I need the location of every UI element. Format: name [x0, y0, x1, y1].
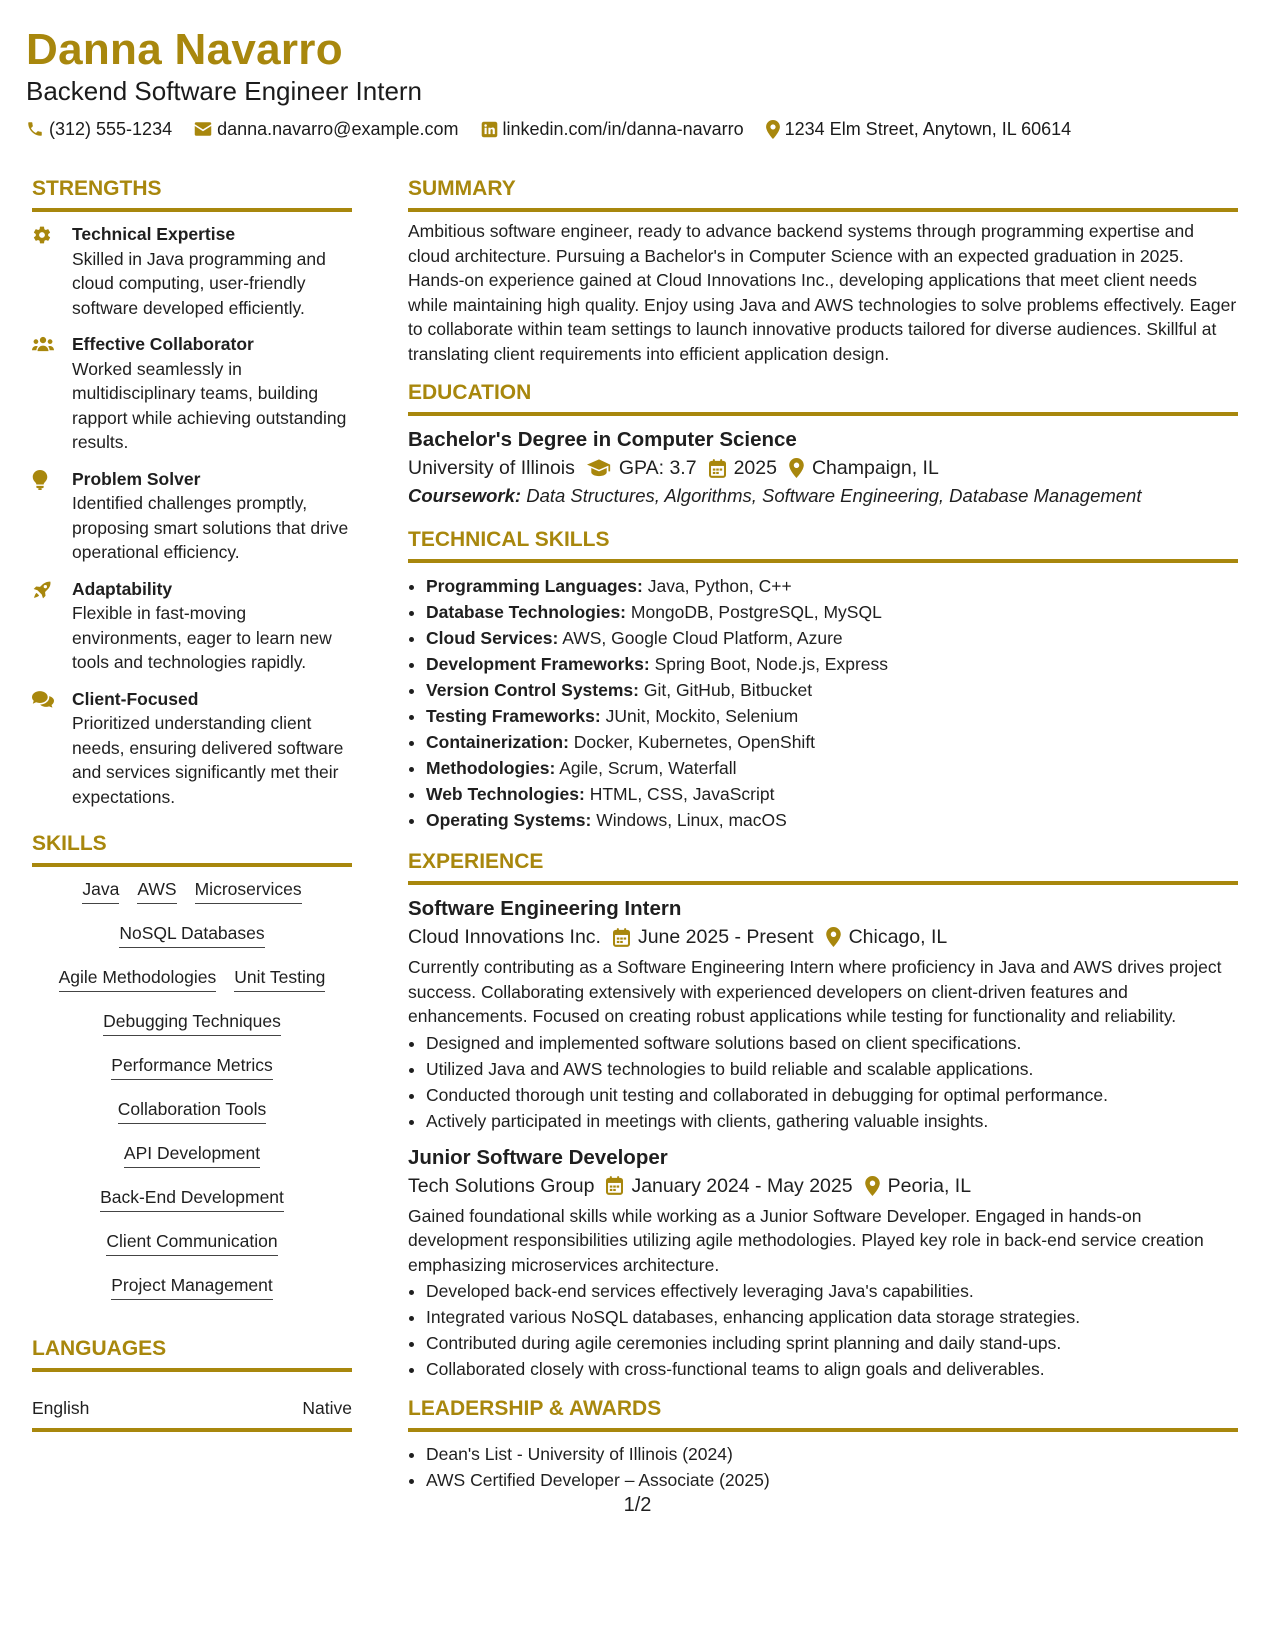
skill-label: Programming Languages: [426, 576, 643, 596]
strengths-section [32, 176, 352, 809]
contact-bar [26, 118, 1246, 140]
phone-text: (312) 555-1234 [49, 119, 173, 139]
users-icon [32, 335, 54, 353]
list-item [426, 807, 1238, 833]
leadership-heading: LEADERSHIP & AWARDS [408, 1396, 1238, 1432]
contact-linkedin[interactable] [481, 118, 744, 140]
coursework-line [408, 482, 1238, 510]
skill-tag: AWS [137, 877, 176, 904]
email-text: danna.navarro@example.com [217, 119, 459, 139]
job-location [865, 1172, 971, 1200]
skill-label: Development Frameworks: [426, 654, 650, 674]
skill-tag: Collaboration Tools [118, 1097, 267, 1124]
job-dates [613, 923, 814, 951]
job-bullets [408, 1278, 1238, 1382]
phone-icon [26, 120, 44, 138]
strength-text: Worked seamlessly in multidisciplinary teams, building rapport while achieving outstanding results. [72, 358, 347, 452]
list-item: • Contributed during agile ceremonies including sprint planning and daily stand-ups. [426, 1330, 1238, 1356]
list-item: • Collaborated closely with cross-functional teams to align goals and deliverables. [426, 1356, 1238, 1382]
envelope-icon [194, 121, 212, 137]
skill-value: Agile, Scrum, Waterfall [559, 758, 737, 778]
list-item [426, 599, 1238, 625]
left-column [32, 176, 352, 1432]
strength-text: Prioritized understanding client needs, ensuring delivered software and services significantly met their expectations. [72, 713, 344, 807]
strength-text: Skilled in Java programming and cloud computing, user-friendly software developed efficiently. [72, 248, 326, 318]
skill-label: Operating Systems: [426, 810, 592, 830]
strength-item [32, 577, 352, 675]
location-pin-icon [766, 120, 780, 139]
skill-row [32, 1097, 352, 1124]
skill-tag: Client Communication [106, 1229, 277, 1256]
right-column [408, 176, 1238, 1493]
skill-value: AWS, Google Cloud Platform, Azure [562, 628, 843, 648]
job-dates [606, 1172, 852, 1200]
year-text: 2025 [733, 457, 777, 479]
skill-row [32, 1229, 352, 1256]
coursework-label: Coursework: [408, 485, 522, 506]
skill-row [32, 877, 352, 904]
graduation-year [709, 454, 777, 482]
contact-phone[interactable] [26, 118, 172, 140]
skill-tag: Unit Testing [234, 965, 325, 992]
summary-text: Ambitious software engineer, ready to advance backend systems through programming expertise and cloud architecture. Pursuing a Bachelor's in Computer Science with an expected graduation in 2025. Hands-on experience gained at Cloud Innovations Inc., developing applications that meet client needs while maintaining high quality. Enjoy using Java and AWS technologies to solve problems effectively. Eager to collaborate within team settings to launch innovative products tailored for diverse audiences. Skillful at translating client requirements into efficient application design. [408, 221, 1237, 364]
list-item [426, 677, 1238, 703]
job-bullets [408, 1030, 1238, 1134]
calendar-icon [606, 1176, 623, 1195]
skill-value: JUnit, Mockito, Selenium [605, 706, 799, 726]
linkedin-text: linkedin.com/in/danna-navarro [502, 119, 744, 139]
list-item [426, 729, 1238, 755]
list-item: • Utilized Java and AWS technologies to build reliable and scalable applications. [426, 1056, 1238, 1082]
education-section [408, 380, 1238, 510]
contact-address [766, 118, 1072, 140]
skill-label: Methodologies: [426, 758, 556, 778]
skill-value: Java, Python, C++ [647, 576, 792, 596]
job-meta [408, 1172, 1238, 1200]
skill-label: Version Control Systems: [426, 680, 639, 700]
strength-title: Problem Solver [72, 468, 201, 489]
gpa-item [587, 454, 697, 482]
skill-label: Testing Frameworks: [426, 706, 601, 726]
leadership-list [408, 1441, 1238, 1493]
skill-value: Docker, Kubernetes, OpenShift [573, 732, 816, 752]
language-row [32, 1396, 352, 1432]
job-description: Gained foundational skills while working as a Junior Software Developer. Engaged in hands-on development responsibilities utilizing agile methodologies. Played key role in back-end service creation emphasizing microservices architecture. [408, 1205, 1204, 1275]
candidate-title: Backend Software Engineer Intern [26, 76, 423, 106]
list-item [426, 573, 1238, 599]
job-entry [408, 895, 1238, 1134]
skill-tag: API Development [124, 1141, 260, 1168]
list-item: • Dean's List - University of Illinois (2024) [426, 1441, 1238, 1467]
job-description: Currently contributing as a Software Engineering Intern where proficiency in Java and AWS drives project success. Collaborating extensively with experienced developers on client-driven features and enhancements. Focused on creating robust applications while testing for functionality and reliability. [408, 957, 1222, 1026]
list-item: • AWS Certified Developer – Associate (2025) [426, 1467, 1238, 1493]
skill-tag: Performance Metrics [111, 1053, 272, 1080]
list-item [426, 703, 1238, 729]
graduation-cap-icon [587, 459, 611, 477]
skill-tag: Project Management [111, 1273, 272, 1300]
list-item: • Designed and implemented software solutions based on client specifications. [426, 1030, 1238, 1056]
skill-value: Windows, Linux, macOS [596, 810, 787, 830]
resume-header [26, 24, 1246, 140]
skill-label: Containerization: [426, 732, 569, 752]
list-item [426, 651, 1238, 677]
strength-text: Flexible in fast-moving environments, eager to learn new tools and technologies rapidly. [72, 603, 332, 672]
skill-row [32, 1053, 352, 1080]
experience-section [408, 849, 1238, 1382]
strength-title: Effective Collaborator [72, 334, 254, 354]
skill-tag: Agile Methodologies [59, 965, 217, 992]
list-item: • Integrated various NoSQL databases, enhancing application data storage strategies. [426, 1304, 1238, 1330]
page-number: 1/2 [623, 1494, 652, 1516]
location-text: Peoria, IL [887, 1174, 972, 1197]
gpa-text: GPA: 3.7 [618, 457, 697, 479]
list-item: • Conducted thorough unit testing and collaborated in debugging for optimal performance. [426, 1082, 1238, 1108]
technical-skills-section [408, 527, 1238, 833]
education-heading: EDUCATION [408, 380, 1238, 416]
dates-text: June 2025 - Present [637, 926, 814, 948]
strength-item [32, 467, 352, 565]
location-text: Chicago, IL [848, 926, 948, 948]
job-title: Software Engineering Intern [408, 897, 682, 920]
experience-heading: EXPERIENCE [408, 849, 1238, 885]
job-location [826, 923, 948, 951]
skill-row [32, 1141, 352, 1168]
school-name: University of Illinois [408, 457, 575, 479]
strength-title: Client-Focused [72, 688, 199, 709]
education-meta [408, 454, 1238, 482]
skill-tag: NoSQL Databases [119, 921, 264, 948]
location-pin-icon [826, 927, 841, 947]
company-name: Cloud Innovations Inc. [408, 926, 601, 948]
contact-email[interactable] [194, 118, 458, 140]
summary-heading: SUMMARY [408, 176, 1238, 212]
job-entry [408, 1144, 1238, 1383]
language-name: English [32, 1398, 90, 1418]
leadership-section [408, 1396, 1238, 1493]
skill-row [32, 1185, 352, 1212]
strength-title: Adaptability [72, 578, 173, 599]
skills-section [32, 831, 352, 1300]
skill-row [32, 1273, 352, 1300]
skill-row [32, 1009, 352, 1036]
education-location [789, 454, 939, 482]
technical-skills-heading: TECHNICAL SKILLS [408, 527, 1238, 563]
list-item [426, 755, 1238, 781]
skill-value: Git, GitHub, Bitbucket [643, 680, 813, 700]
location-text: Champaign, IL [811, 457, 939, 479]
list-item: • Developed back-end services effectively leveraging Java's capabilities. [426, 1278, 1238, 1304]
strength-item [32, 687, 352, 810]
address-text: 1234 Elm Street, Anytown, IL 60614 [784, 119, 1072, 139]
strength-item [32, 332, 352, 455]
candidate-name: Danna Navarro [26, 25, 343, 74]
skill-row [32, 965, 352, 992]
languages-heading: LANGUAGES [32, 1336, 352, 1372]
skill-label: Database Technologies: [426, 602, 627, 622]
skill-row [32, 921, 352, 948]
skill-label: Web Technologies: [426, 784, 585, 804]
list-item: • Actively participated in meetings with clients, gathering valuable insights. [426, 1108, 1238, 1134]
strength-text: Identified challenges promptly, proposing smart solutions that drive operational efficiency. [72, 493, 349, 562]
skill-value: Spring Boot, Node.js, Express [654, 654, 889, 674]
job-meta [408, 923, 1238, 951]
skill-tag: Java [82, 877, 119, 904]
location-pin-icon [865, 1176, 880, 1196]
location-pin-icon [789, 458, 804, 478]
strengths-heading: STRENGTHS [32, 176, 352, 212]
summary-section [408, 176, 1238, 366]
strength-title: Technical Expertise [72, 224, 236, 244]
degree-title: Bachelor's Degree in Computer Science [408, 428, 797, 451]
gear-icon [32, 225, 52, 245]
list-item [426, 781, 1238, 807]
list-item [426, 625, 1238, 651]
skill-tag: Back-End Development [100, 1185, 284, 1212]
company-name: Tech Solutions Group [408, 1174, 595, 1197]
languages-section [32, 1336, 352, 1432]
technical-skills-list [408, 573, 1238, 833]
lightbulb-icon [32, 470, 48, 490]
dates-text: January 2024 - May 2025 [631, 1174, 853, 1197]
rocket-icon [32, 580, 52, 600]
calendar-icon [613, 928, 630, 947]
skill-tag: Debugging Techniques [103, 1009, 281, 1036]
skill-value: MongoDB, PostgreSQL, MySQL [630, 602, 882, 622]
linkedin-icon [481, 121, 498, 138]
skill-tag: Microservices [195, 877, 302, 904]
skills-heading: SKILLS [32, 831, 352, 867]
strength-item [32, 222, 352, 320]
skill-label: Cloud Services: [426, 628, 559, 648]
skill-value: HTML, CSS, JavaScript [589, 784, 775, 804]
chat-icon [32, 690, 54, 708]
language-level: Native [302, 1398, 352, 1418]
job-title: Junior Software Developer [408, 1145, 668, 1169]
coursework-text: Data Structures, Algorithms, Software Engineering, Database Management [526, 485, 1142, 506]
calendar-icon [709, 459, 726, 478]
